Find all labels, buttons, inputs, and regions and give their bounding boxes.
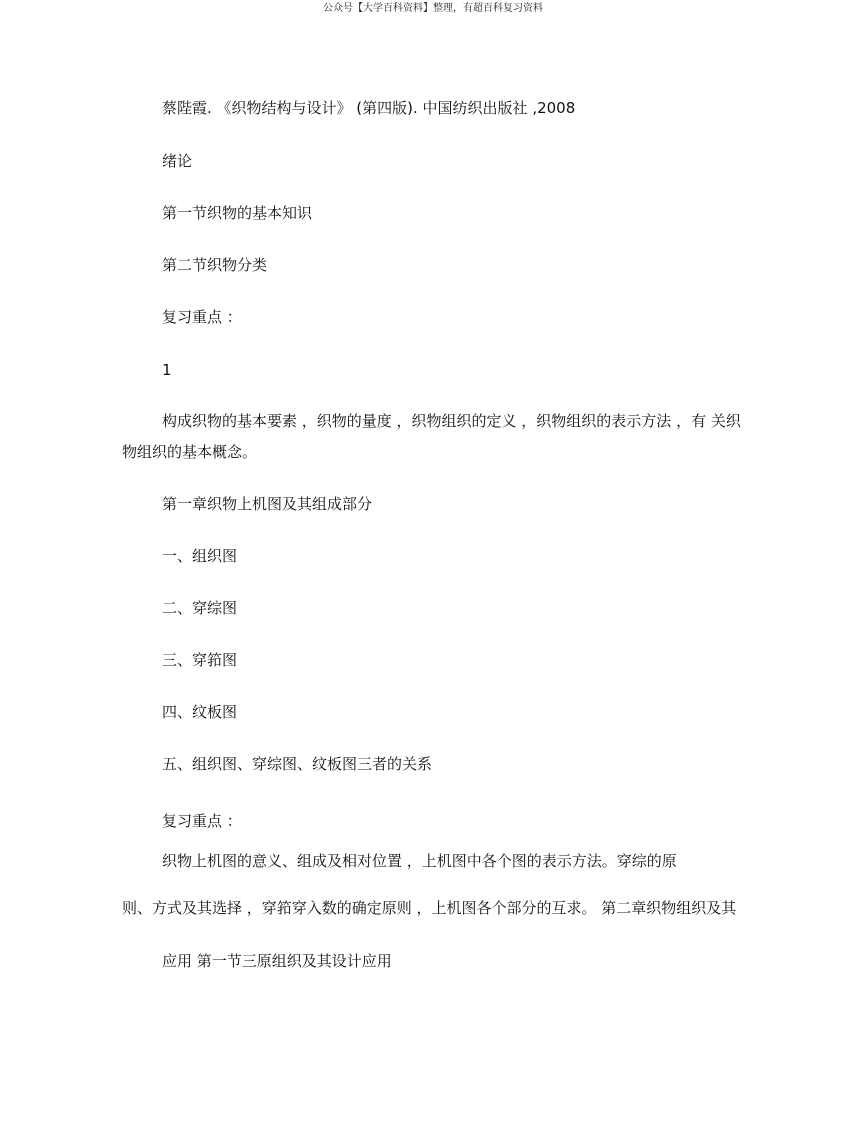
review-heading: 复习重点 ： bbox=[162, 308, 242, 326]
list-number: 1 bbox=[162, 361, 172, 379]
heading-introduction: 绪论 bbox=[162, 152, 193, 170]
section-heading: 第一节织物的基本知识 bbox=[162, 204, 313, 222]
list-item: 五、组织图、穿综图、纹板图三者的关系 bbox=[162, 755, 433, 773]
paragraph-line: 则、方式及其选择 ，穿筘穿入数的确定原则 ，上机图各个部分的互求。 第二章织物组织及其 bbox=[122, 899, 737, 917]
list-item: 四、纹板图 bbox=[162, 703, 238, 721]
reference-line: 蔡陛霞. 《织物结构与设计》 (第四版). 中国纺织出版社 ,2008 bbox=[162, 99, 576, 117]
review-heading: 复习重点 ： bbox=[162, 812, 242, 830]
list-item: 二、穿综图 bbox=[162, 599, 238, 617]
section-heading: 第二节织物分类 bbox=[162, 256, 268, 274]
paragraph-line: 应用 第一节三原组织及其设计应用 bbox=[162, 952, 392, 970]
paragraph-line: 织物上机图的意义、组成及相对位置 ，上机图中各个图的表示方法。穿综的原 bbox=[162, 852, 677, 870]
paragraph-line: 物组织的基本概念。 bbox=[122, 443, 258, 461]
list-item: 一、组织图 bbox=[162, 547, 238, 565]
paragraph-line: 构成织物的基本要素 ，织物的量度 ，织物组织的定义 ，织物组织的表示方法 ，有 关织 bbox=[162, 412, 741, 430]
list-item: 三、穿筘图 bbox=[162, 651, 238, 669]
page-header: 公众号【大学百科资料】整理，有超百科复习资料 bbox=[323, 3, 543, 14]
chapter-heading: 第一章织物上机图及其组成部分 bbox=[162, 495, 373, 513]
